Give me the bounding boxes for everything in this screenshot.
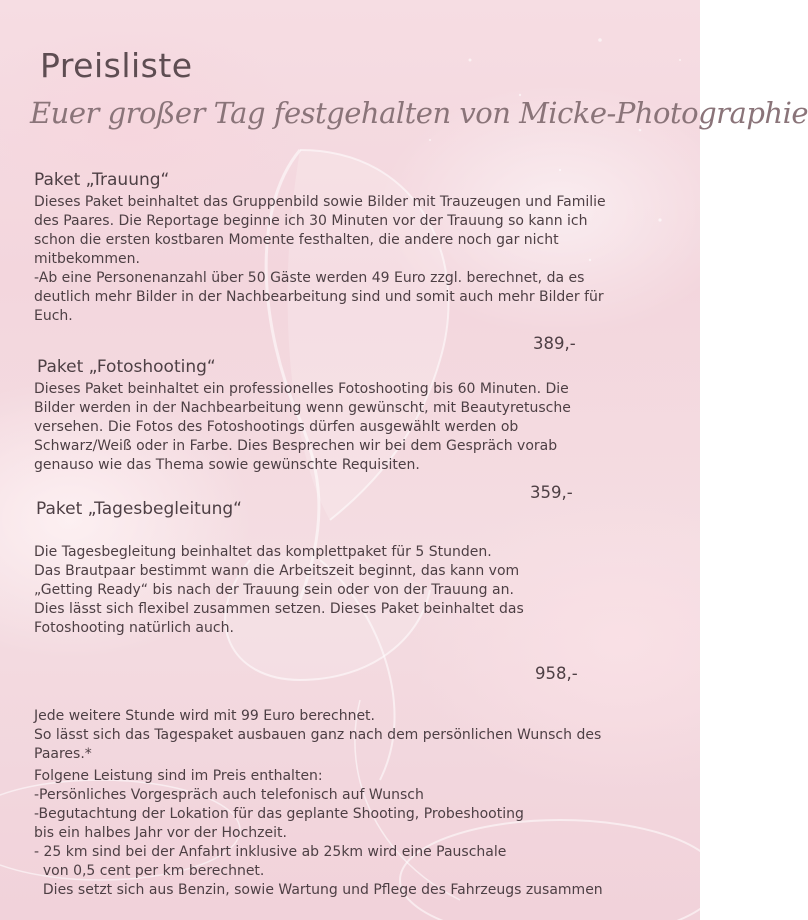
package-tagesbegleitung-description: [34, 543, 524, 638]
text-line: -Ab eine Personenanzahl über 50 Gäste werden 49 Euro zzgl. berechnet, da es: [34, 270, 585, 286]
package-trauung-heading: Paket „Trauung“: [34, 170, 170, 190]
text-line: -Begutachtung der Lokation für das geplante Shooting, Probeshooting: [34, 806, 524, 822]
text-line: Dieses Paket beinhaltet ein professionelles Fotoshooting bis 60 Minuten. Die: [34, 381, 569, 397]
text-line: -Persönliches Vorgespräch auch telefonisch auf Wunsch: [34, 787, 424, 803]
included-services-list: [34, 767, 603, 900]
text-line: Folgene Leistung sind im Preis enthalten:: [34, 768, 323, 784]
text-line: bis ein halbes Jahr vor der Hochzeit.: [34, 825, 287, 841]
package-trauung-price: 389,-: [533, 334, 576, 353]
text-line: mitbekommen.: [34, 251, 140, 267]
text-line: Dies lässt sich flexibel zusammen setzen. Dieses Paket beinhaltet das: [34, 601, 524, 617]
package-trauung-description: [34, 193, 606, 326]
text-line: des Paares. Die Reportage beginne ich 30 Minuten vor der Trauung so kann ich: [34, 213, 588, 229]
text-line: versehen. Die Fotos des Fotoshootings dürfen ausgewählt werden ob: [34, 419, 519, 435]
package-fotoshooting-description: [34, 380, 571, 475]
text-line: deutlich mehr Bilder in der Nachbearbeitung sind und somit auch mehr Bilder für: [34, 289, 604, 305]
text-line: Schwarz/Weiß oder in Farbe. Dies Besprechen wir bei dem Gespräch vorab: [34, 438, 558, 454]
package-fotoshooting-price: 359,-: [530, 483, 573, 502]
text-line: Dies setzt sich aus Benzin, sowie Wartung und Pflege des Fahrzeugs zusammen: [34, 882, 603, 898]
text-line: Euch.: [34, 308, 73, 324]
text-line: Fotoshooting natürlich auch.: [34, 620, 234, 636]
package-tagesbegleitung-price: 958,-: [535, 664, 578, 683]
page-title: Preisliste: [40, 46, 193, 85]
page-subtitle: Euer großer Tag festgehalten von Micke-Photographie: [30, 96, 808, 130]
text-line: So lässt sich das Tagespaket ausbauen ganz nach dem persönlichen Wunsch des: [34, 727, 602, 743]
text-line: schon die ersten kostbaren Momente festhalten, die andere noch gar nicht: [34, 232, 559, 248]
text-line: - 25 km sind bei der Anfahrt inklusive ab 25km wird eine Pauschale: [34, 844, 507, 860]
text-line: Bilder werden in der Nachbearbeitung wenn gewünscht, mit Beautyretusche: [34, 400, 571, 416]
text-line: Paares.*: [34, 746, 92, 762]
text-line: „Getting Ready“ bis nach der Trauung sein oder von der Trauung an.: [34, 582, 514, 598]
package-fotoshooting-heading: Paket „Fotoshooting“: [37, 357, 216, 377]
text-line: von 0,5 cent per km berechnet.: [34, 863, 265, 879]
text-line: Jede weitere Stunde wird mit 99 Euro berechnet.: [34, 708, 375, 724]
extra-hours-note: [34, 707, 601, 764]
package-tagesbegleitung-heading: Paket „Tagesbegleitung“: [36, 499, 242, 519]
text-line: Das Brautpaar bestimmt wann die Arbeitszeit beginnt, das kann vom: [34, 563, 520, 579]
text-line: Dieses Paket beinhaltet das Gruppenbild sowie Bilder mit Trauzeugen und Familie: [34, 194, 606, 210]
text-line: genauso wie das Thema sowie gewünschte Requisiten.: [34, 457, 420, 473]
text-line: Die Tagesbegleitung beinhaltet das komplettpaket für 5 Stunden.: [34, 544, 492, 560]
